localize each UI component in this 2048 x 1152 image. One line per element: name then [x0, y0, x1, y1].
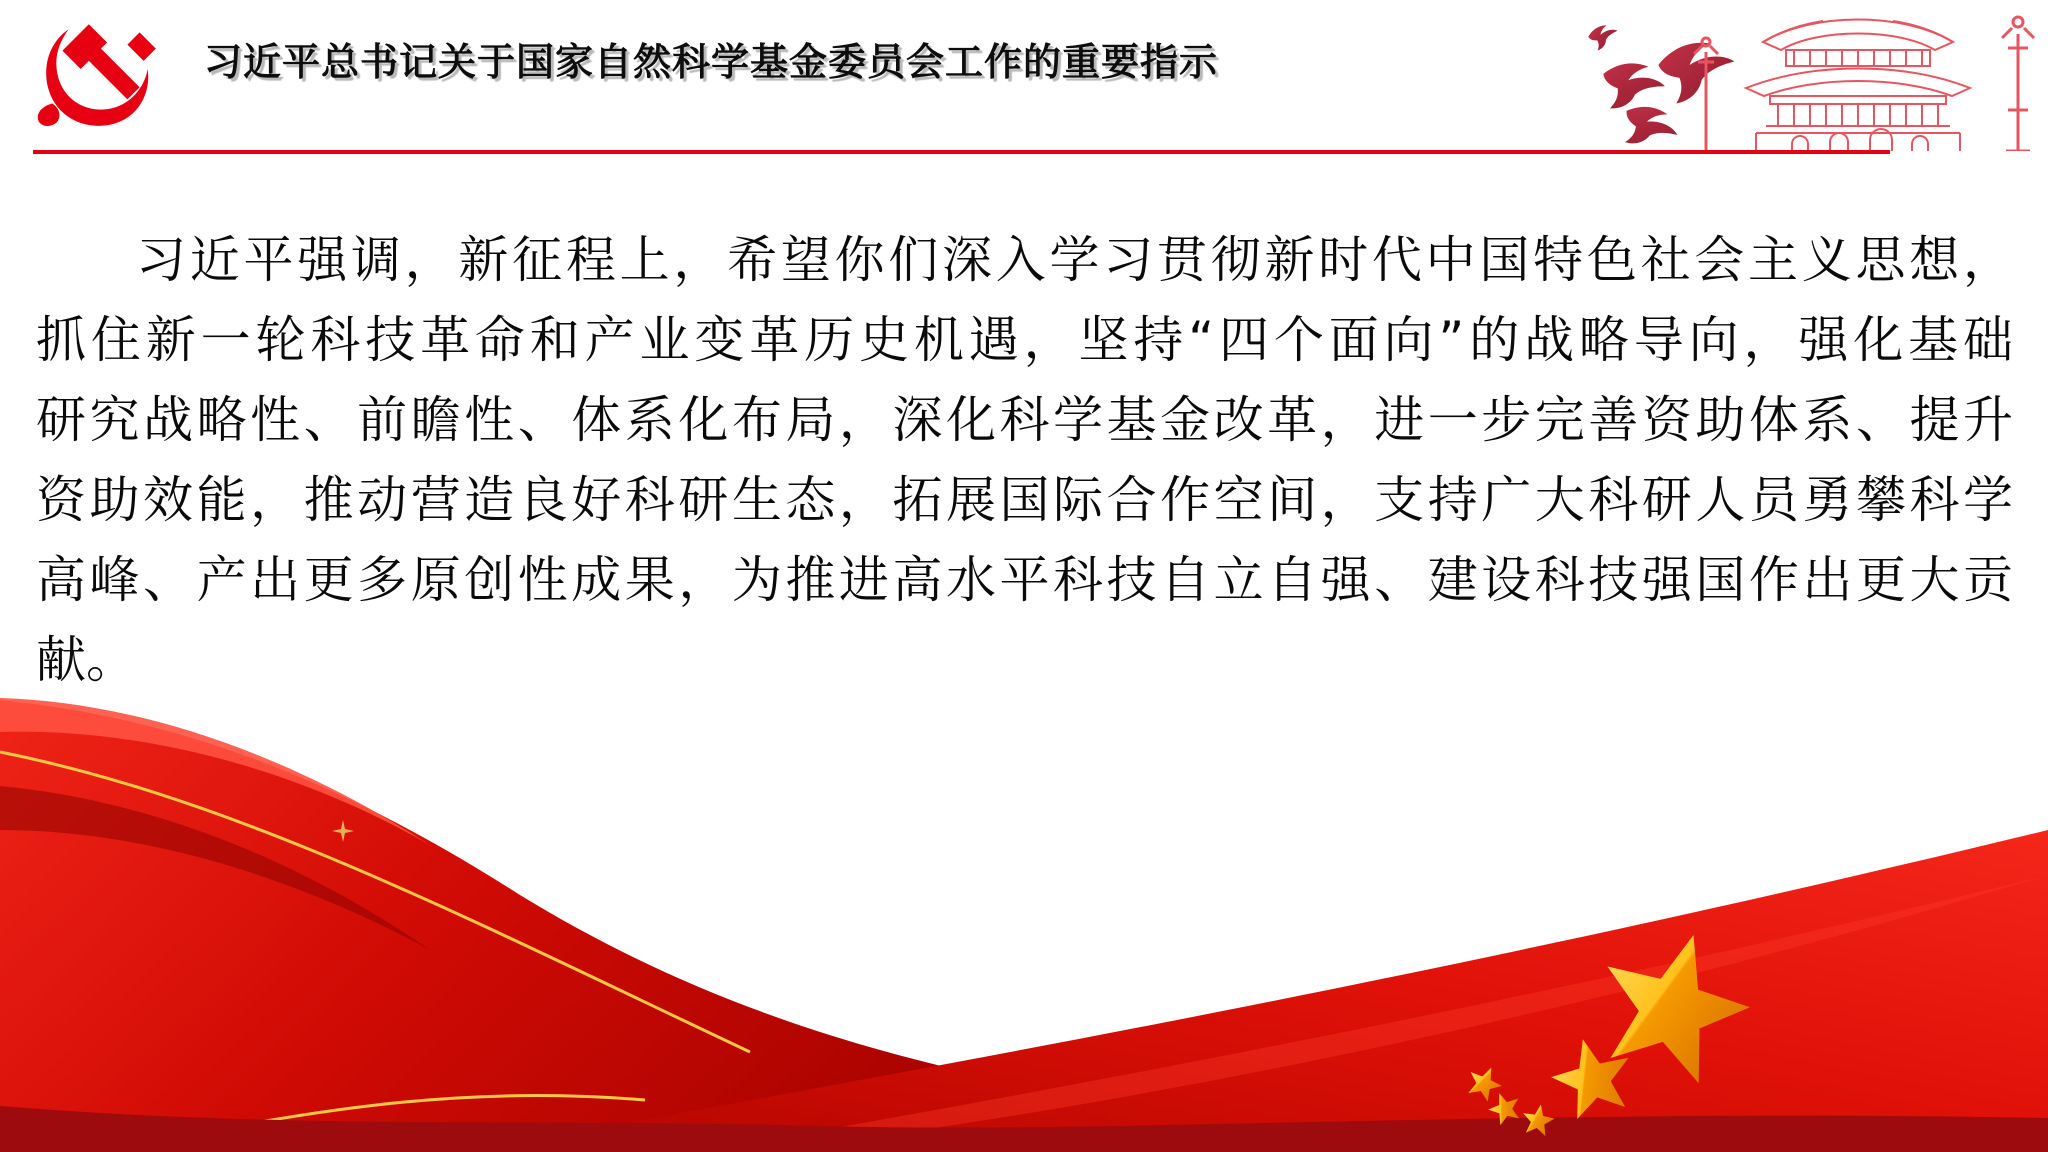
body-text-line: 研究战略性、前瞻性、体系化布局，深化科学基金改革，进一步完善资助体系、提升	[36, 391, 2013, 449]
body-text-line: 高峰、产出更多原创性成果，为推进高水平科技自立自强、建设科技强国作出更大贡	[36, 551, 2013, 609]
body-text-line: 抓住新一轮科技革命和产业变革历史机遇，坚持“四个面向”的战略导向，强化基础	[36, 311, 2013, 369]
ribbon-decoration	[0, 690, 2048, 1152]
page-title: 习近平总书记关于国家自然科学基金委员会工作的重要指示	[204, 40, 1219, 84]
body-text-line: 习近平强调，新征程上，希望你们深入学习贯彻新时代中国特色社会主义思想，	[136, 231, 2013, 289]
dove-icons	[1587, 22, 1739, 151]
tiananmen-icon	[1746, 20, 1970, 152]
header-decoration	[1578, 0, 2048, 151]
doves-and-tiananmen-icon	[1578, 0, 2048, 151]
party-emblem-icon	[34, 6, 166, 138]
body-text-line: 献。	[36, 631, 136, 689]
huabiao-pillar-icons	[1694, 17, 2034, 151]
body-text-line: 资助效能，推动营造良好科研生态，拓展国际合作空间，支持广大科研人员勇攀科学	[36, 471, 2013, 529]
header-divider-line	[33, 150, 1890, 154]
body-paragraph	[36, 220, 2013, 700]
